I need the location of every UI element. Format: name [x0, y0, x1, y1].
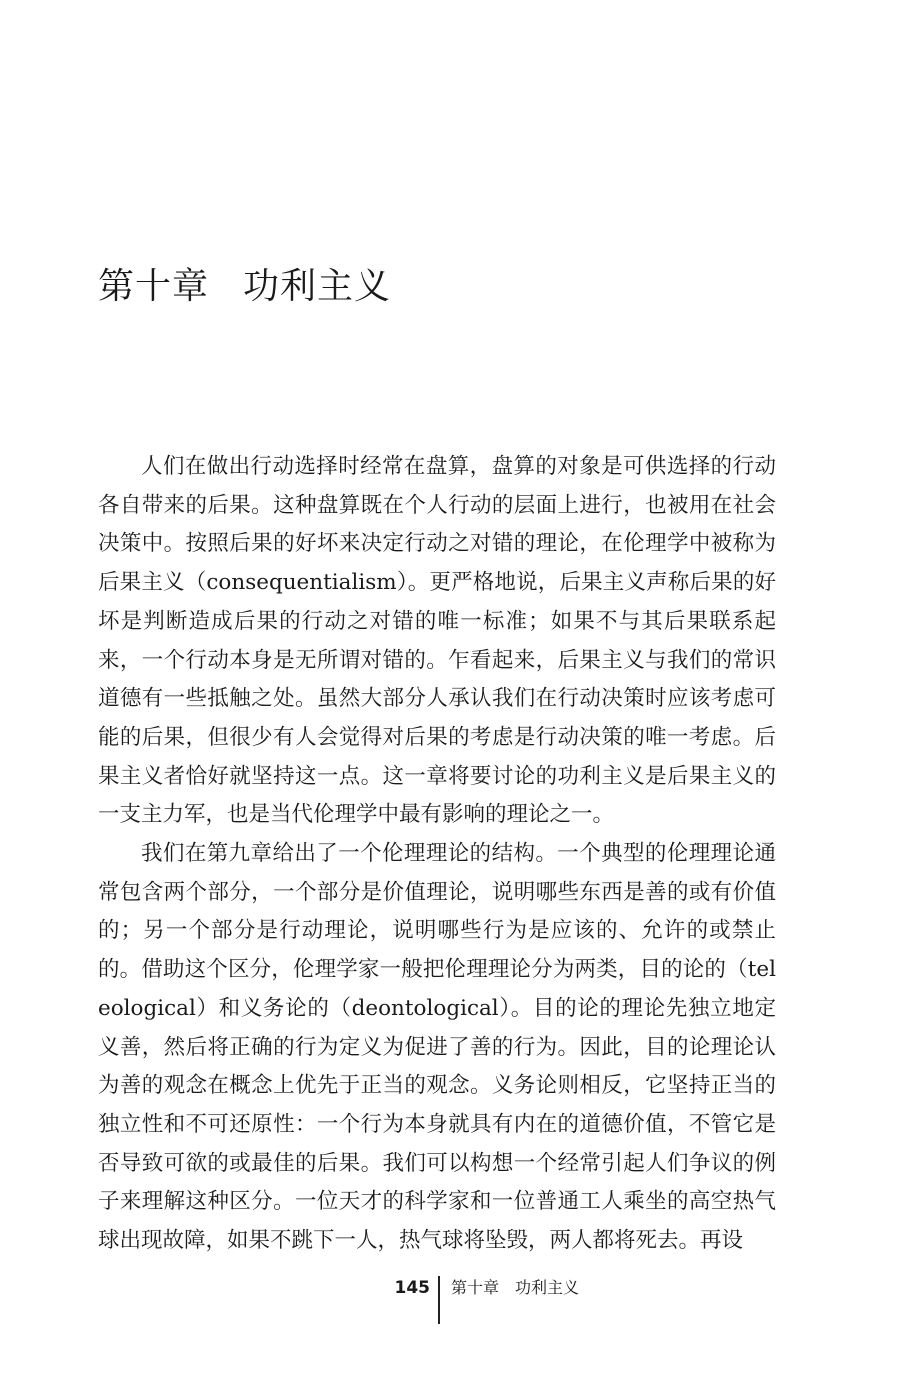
chapter-number: 第十章 [98, 266, 210, 307]
chapter-name: 功利主义 [243, 266, 392, 307]
paragraph-1: 人们在做出行动选择时经常在盘算，盘算的对象是可供选择的行动各自带来的后果。这种盘算既在个人行动的层面上进行，也被用在社会决策中。按照后果的好坏来决定行动之对错的理论，在伦理学中被称为后果主义（consequentialism）。更严格地说，后果主义声称后果的好坏是判断造成后果的行动之对错的唯一标准；如果不与其后果联系起来，一个行动本身是无所谓对错的。乍看起来，后果主义与我们的常识道德有一些抵触之处。虽然大部分人承认我们在行动决策时应该考虑可能的后果，但很少有人会觉得对后果的考虑是行动决策的唯一考虑。后果主义者恰好就坚持这一点。这一章将要讨论的功利主义是后果主义的一支主力军，也是当代伦理学中最有影响的理论之一。 [98, 454, 776, 828]
footer-divider [438, 1276, 440, 1324]
page-footer [0, 1276, 900, 1324]
body-text [98, 448, 776, 1261]
page-number: 145 [394, 1278, 430, 1298]
paragraph-2: 我们在第九章给出了一个伦理理论的结构。一个典型的伦理理论通常包含两个部分，一个部分是价值理论，说明哪些东西是善的或有价值的；另一个部分是行动理论，说明哪些行为是应该的、允许的或禁止的。借助这个区分，伦理学家一般把伦理理论分为两类，目的论的（teleological）和义务论的（deontological）。目的论的理论先独立地定义善，然后将正确的行为定义为促进了善的行为。因此，目的论理论认为善的观念在概念上优先于正当的观念。义务论则相反，它坚持正当的独立性和不可还原性：一个行为本身就具有内在的道德价值，不管它是否导致可欲的或最佳的后果。我们可以构想一个经常引起人们争议的例子来理解这种区分。一位天才的科学家和一位普通工人乘坐的高空热气球出现故障，如果不跳下一人，热气球将坠毁，两人都将死去。再设 [98, 841, 776, 1254]
running-head: 第十章 功利主义 [451, 1278, 580, 1297]
chapter-title [98, 262, 391, 312]
